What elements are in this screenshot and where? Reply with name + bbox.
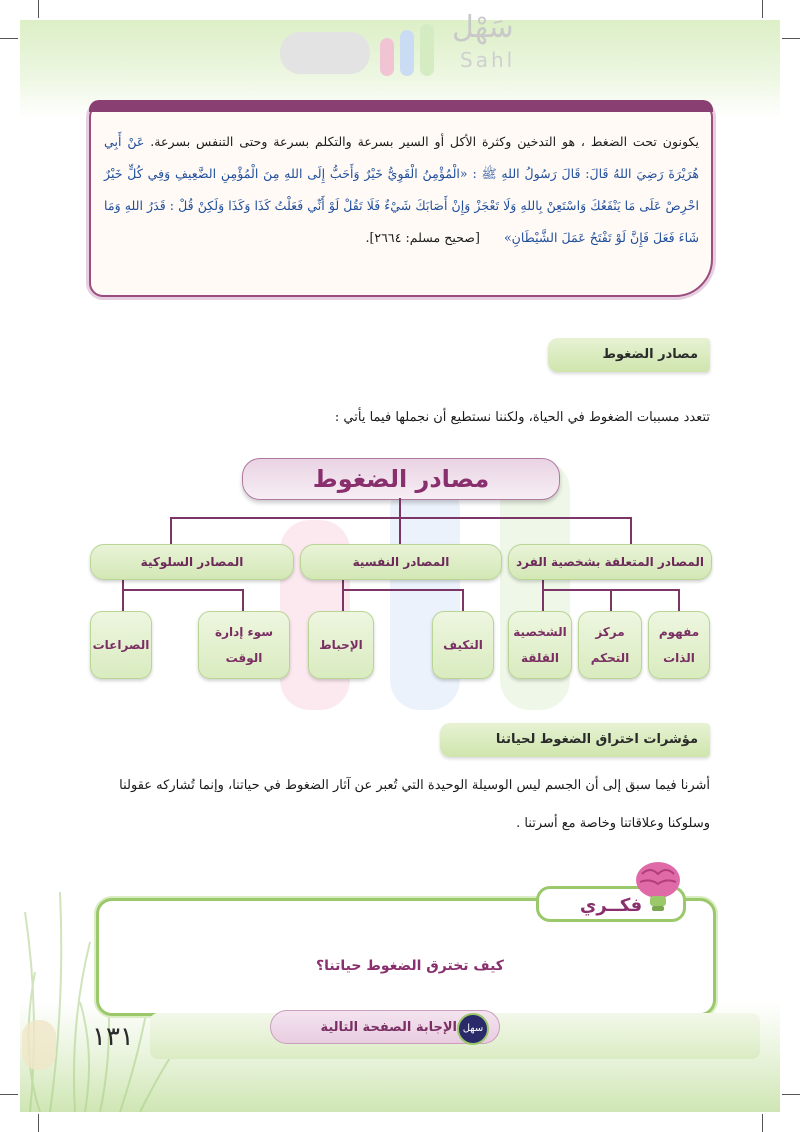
- leaf-frustration: [308, 611, 374, 679]
- connector-line: [630, 517, 632, 545]
- category-behavioral: المصادر السلوكية: [90, 544, 294, 580]
- connector-line: [122, 589, 244, 591]
- hadith-intro: يكونون تحت الضغط ، هو التدخين وكثرة الأكل أو السير بسرعة والتكلم بسرعة وحتى التنفس بسرعة.: [150, 134, 699, 149]
- brain-bulb-icon: [628, 856, 688, 916]
- think-label: فكــري: [536, 886, 686, 922]
- leaf-line: الذات: [663, 651, 695, 665]
- diagram-title: مصادر الضغوط: [242, 458, 560, 500]
- crop-mark: [0, 1094, 18, 1095]
- connector-line: [342, 589, 464, 591]
- leaf-line: القلقة: [520, 651, 560, 665]
- leaf-line: سوء إدارة: [215, 625, 274, 639]
- leaf-poor-time-management: [198, 611, 290, 679]
- leaf-line: مفهوم: [658, 625, 700, 639]
- leaf-conflicts: [90, 611, 152, 679]
- crop-mark: [782, 1094, 800, 1095]
- leaf-line: التكيف: [443, 638, 483, 652]
- connector-line: [542, 578, 544, 612]
- connector-line: [242, 589, 244, 612]
- connector-line: [342, 578, 344, 612]
- leaf-locus-of-control: [578, 611, 642, 679]
- leaf-line: مركز: [595, 625, 625, 639]
- category-personality: المصادر المتعلقة بشخصية الفرد: [508, 544, 712, 580]
- logo-latin-text: Sahl: [460, 48, 516, 72]
- leaf-anxious-personality: [508, 611, 572, 679]
- category-psychological: المصادر النفسية: [300, 544, 502, 580]
- section2-paragraph-line1: أشرنا فيما سبق إلى أن الجسم ليس الوسيلة الوحيدة التي تُعبر عن آثار الضغوط في حياتنا، وإنما تُشاركه عقولنا: [119, 778, 710, 793]
- answer-logo-icon: سهل: [457, 1013, 489, 1045]
- page-number: ١٣١: [92, 1022, 134, 1052]
- connector-line: [170, 517, 172, 545]
- crop-mark: [782, 38, 800, 39]
- section2-paragraph-line2: وسلوكنا وعلاقاتنا وخاصة مع أسرتنا .: [516, 816, 710, 831]
- hadith-body: «الْمُؤْمِنُ الْقَوِيُّ خَيْرٌ وَأَحَبُّ إِلَى اللهِ مِنَ الْمُؤْمِنِ الضَّعِيفِ وَفِي كُلٍّ خَيْرٌ احْرِصْ عَلَى مَا يَنْفَعُكَ وَاسْتَعِنْ بِاللهِ وَلَا تَعْجَزْ وَإِنْ أَصَابَكَ شَيْءٌ فَلَا تَقُلْ لَوْ أَنِّي فَعَلْتُ كَذَا وَكَذَا وَلَكِنْ قُلْ : قَدَرُ اللهِ وَمَا شَاءَ فَعَلَ فَإِنَّ لَوْ تَفْتَحُ عَمَلَ الشَّيْطَانِ»: [104, 166, 699, 245]
- hadith-narrator: عَنْ أَبِي هُرَيْرَةَ رَضِيَ اللهُ قَالَ: قَالَ رَسُولُ اللهِ ﷺ :: [104, 134, 700, 181]
- section-title-stress-sources: مصادر الضغوط: [548, 338, 710, 372]
- leaf-line: التحكم: [590, 651, 630, 665]
- section-title-stress-indicators: مؤشرات اختراق الضغوط لحياتنا: [440, 723, 710, 757]
- crop-mark: [0, 38, 18, 39]
- connector-line: [462, 589, 464, 612]
- connector-line: [678, 589, 680, 612]
- crop-mark: [38, 0, 39, 18]
- section1-paragraph: تتعدد مسببات الضغوط في الحياة، ولكننا نستطيع أن نجملها فيما يأتي :: [334, 410, 710, 425]
- crop-mark: [762, 0, 763, 18]
- hadith-text-block: [104, 126, 699, 254]
- connector-line: [122, 589, 124, 612]
- leaf-line: الشخصية: [513, 625, 567, 639]
- leaf-line: الإحباط: [319, 638, 363, 652]
- crop-mark: [38, 1114, 39, 1132]
- leaf-line: الصراعات: [92, 638, 150, 652]
- connector-line: [399, 517, 401, 545]
- leaf-self-concept: [648, 611, 710, 679]
- connector-line: [610, 589, 612, 612]
- leaf-adaptation: [432, 611, 494, 679]
- hadith-source: [صحيح مسلم: ٢٦٦٤].: [365, 230, 480, 245]
- connector-line: [399, 498, 401, 518]
- answer-next-page-link[interactable]: الإجابة الصفحة التالية: [270, 1010, 500, 1044]
- logo-arabic-text: سَهْل: [452, 10, 514, 45]
- think-question: كيف تخترق الضغوط حياتنا؟: [316, 958, 504, 974]
- hadith-box-top-border: [89, 100, 713, 112]
- crop-mark: [762, 1114, 763, 1132]
- leaf-line: الوقت: [225, 651, 263, 665]
- corner-logo-icon: [22, 1020, 56, 1070]
- connector-line: [170, 517, 632, 519]
